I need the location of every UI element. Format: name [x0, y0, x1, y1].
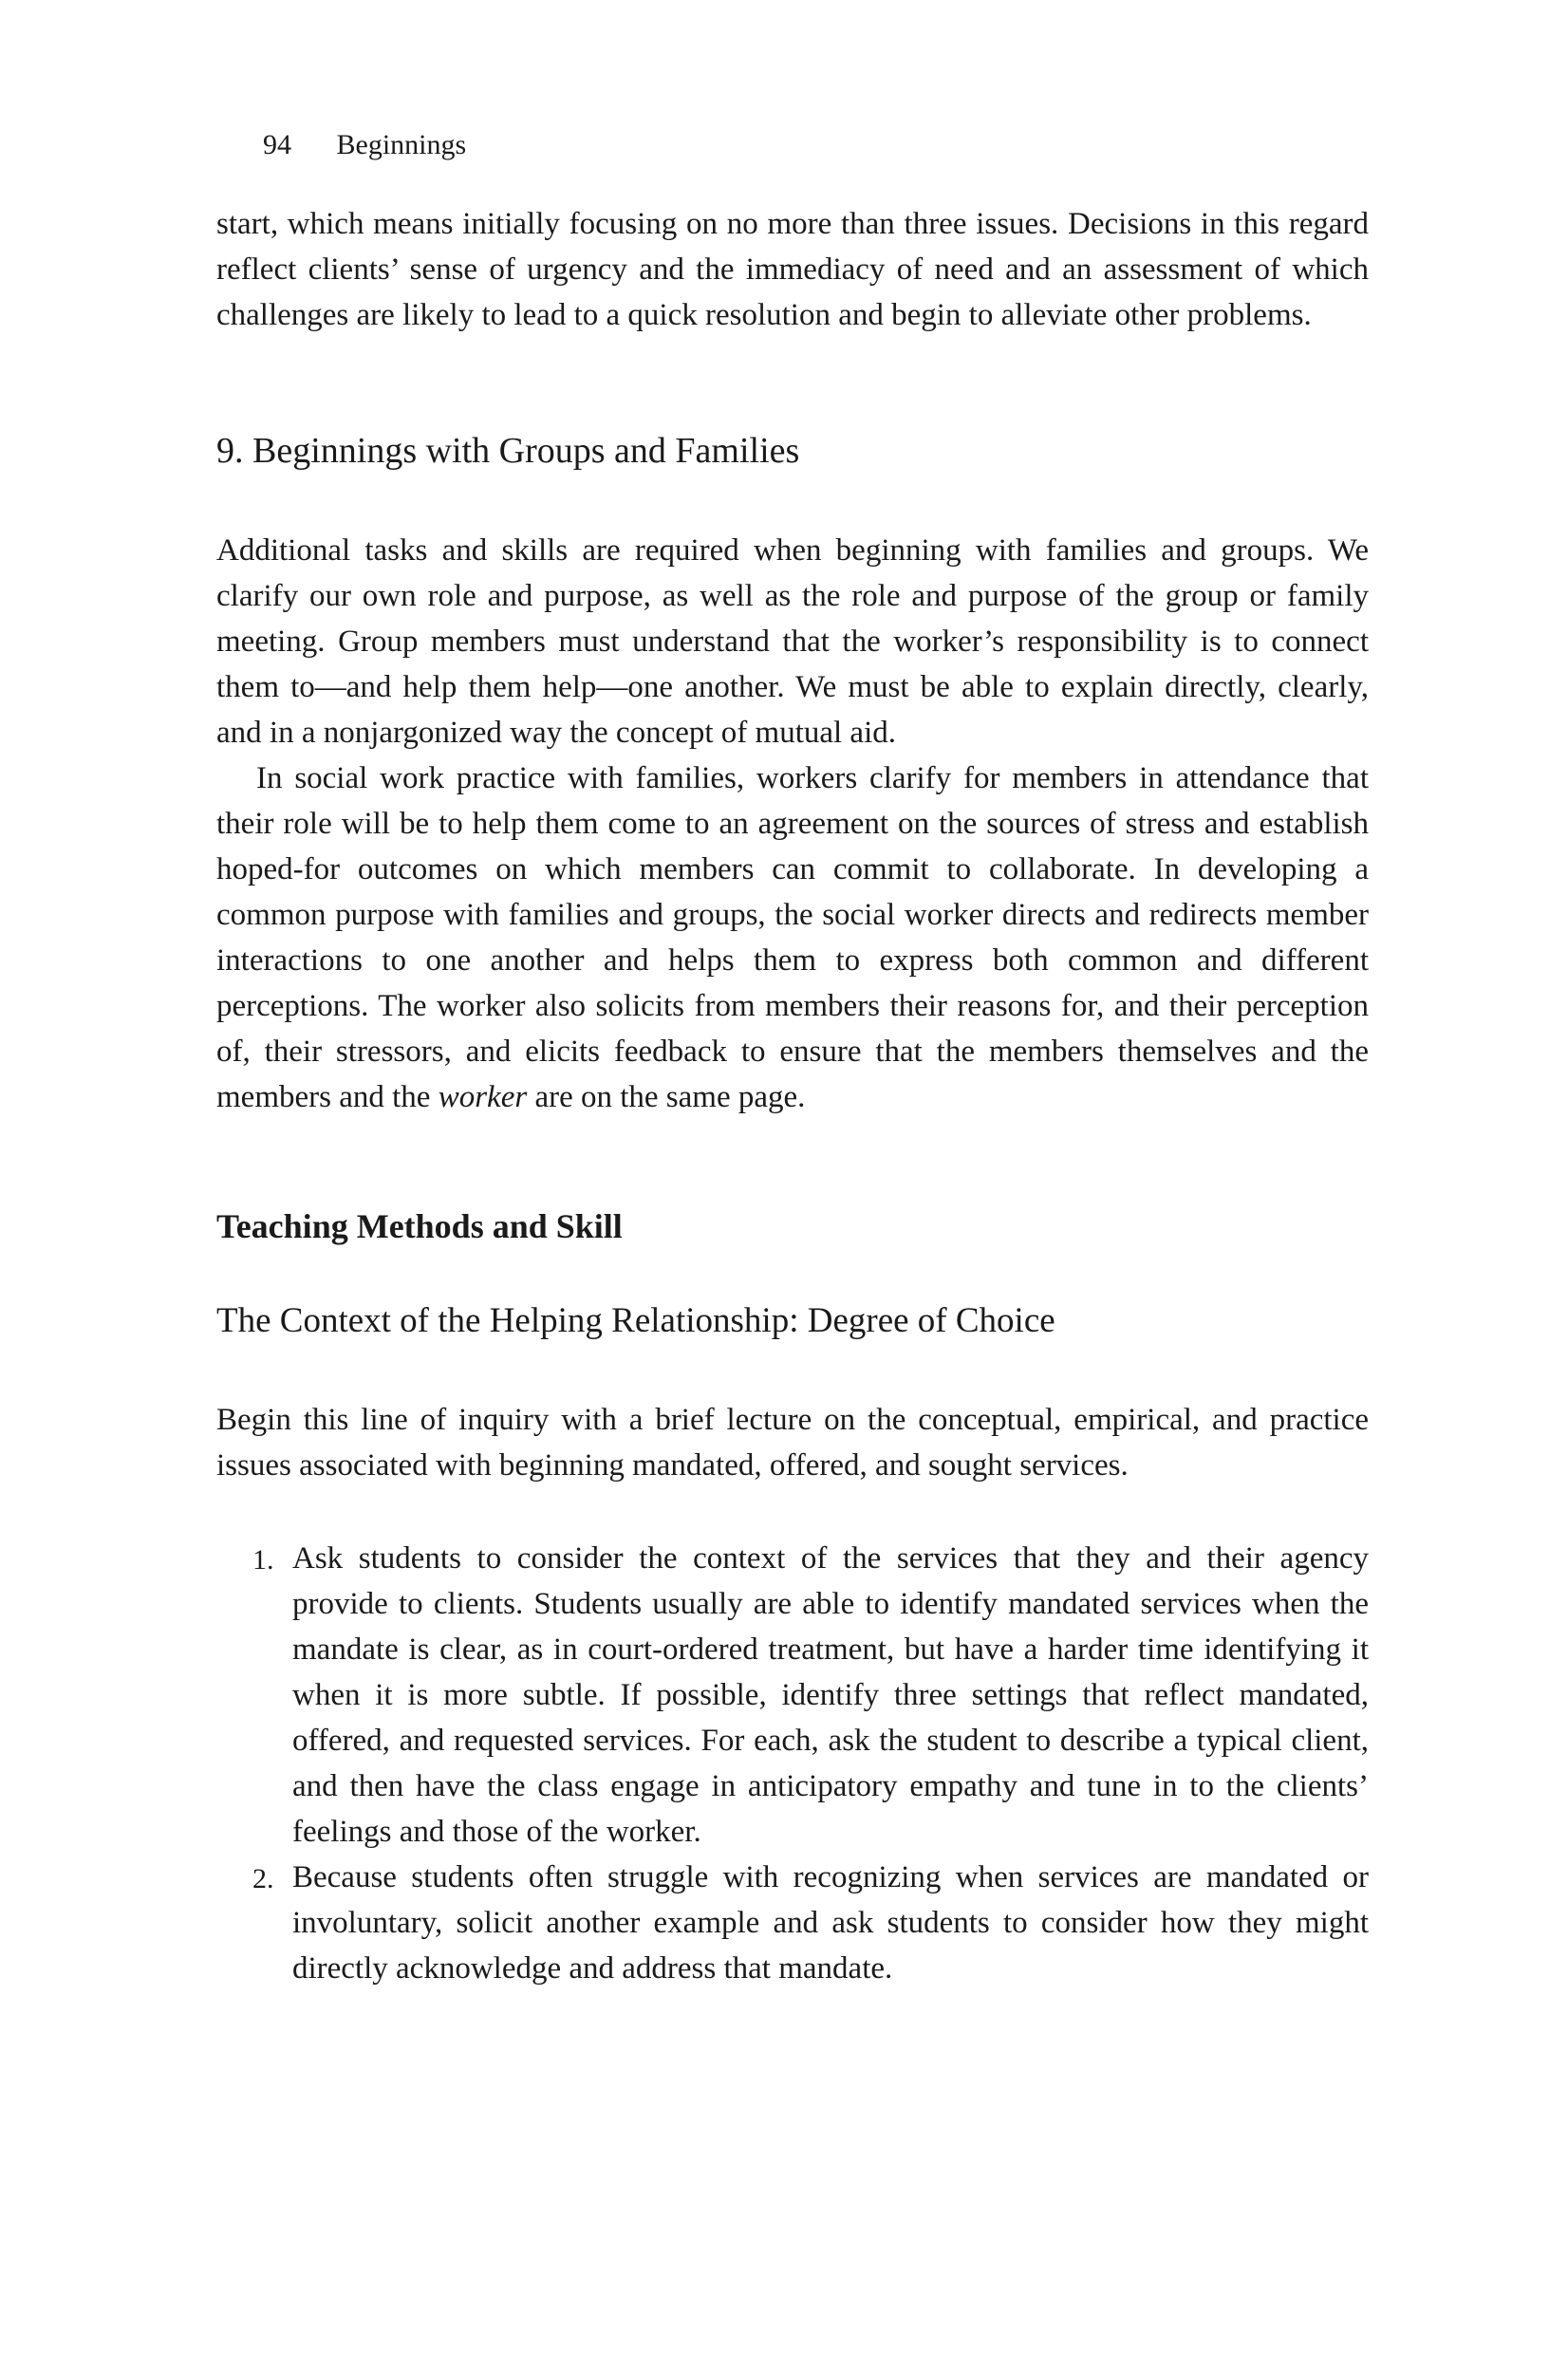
page-header: [263, 129, 466, 161]
paragraph: Additional tasks and skills are required when beginning with families and groups. We clarify our own role and purpose, as well as the role and purpose of the group or family meeting. Group members must understand that the worker’s responsibility is to connect them to—and help them help—one another. We must be able to explain directly, clearly, and in a nonjargonized way the concept of mutual aid.: [216, 533, 1369, 750]
numbered-list: [216, 1536, 1369, 1991]
running-title: Beginnings: [336, 129, 467, 160]
list-number: 2.: [252, 1863, 274, 1894]
section-heading: 9. Beginnings with Groups and Families: [216, 431, 800, 471]
page-number: 94: [263, 129, 291, 160]
page-body: [216, 201, 1369, 1991]
list-item: [216, 1855, 1369, 1991]
list-item: [216, 1536, 1369, 1855]
list-item-text: Ask students to consider the context of the services that they and their agency provide to clients. Students usually are able to identify mandated services when the mandate is clear, as in court-ordered treatment, but have a harder time identifying it when it is more subtle. If possible, identify three settings that reflect mandated, offered, and requested services. For each, ask the student to describe a typical client, and then have the class engage in anticipatory empathy and tune in to the clients’ feelings and those of the worker.: [292, 1541, 1369, 1849]
paragraph: Begin this line of inquiry with a brief lecture on the conceptual, empirical, and practice issues associated with beginning mandated, offered, and sought services.: [216, 1403, 1369, 1483]
list-number: 1.: [252, 1544, 274, 1576]
paragraph-continuation: start, which means initially focusing on no more than three issues. Decisions in this regard reflect clients’ sense of urgency and the immediacy of need and an assessment of which challenges are likely to lead to a quick resolution and begin to alleviate other problems.: [216, 207, 1369, 332]
list-item-text: Because students often struggle with recognizing when services are mandated or involuntary, solicit another example and ask students to consider how they might directly acknowledge and address that mandate.: [292, 1860, 1369, 1986]
paragraph: [216, 755, 1369, 1120]
paragraph-text: are on the same page.: [527, 1080, 806, 1114]
context-subheading: The Context of the Helping Relationship: Degree of Choice: [216, 1301, 1055, 1340]
italic-word: worker: [438, 1080, 528, 1114]
teaching-methods-heading: Teaching Methods and Skill: [216, 1207, 623, 1245]
paragraph-text: In social work practice with families, workers clarify for members in attendance that their role will be to help them come to an agreement on the sources of stress and establish hoped-for outcomes on which members can commit to collaborate. In developing a common purpose with families and groups, the social worker directs and redirects member interactions to one another and helps them to express both common and different perceptions. The worker also solicits from members their reasons for, and their perception of, their stressors, and elicits feedback to ensure that the members themselves and the members and the: [216, 761, 1369, 1114]
